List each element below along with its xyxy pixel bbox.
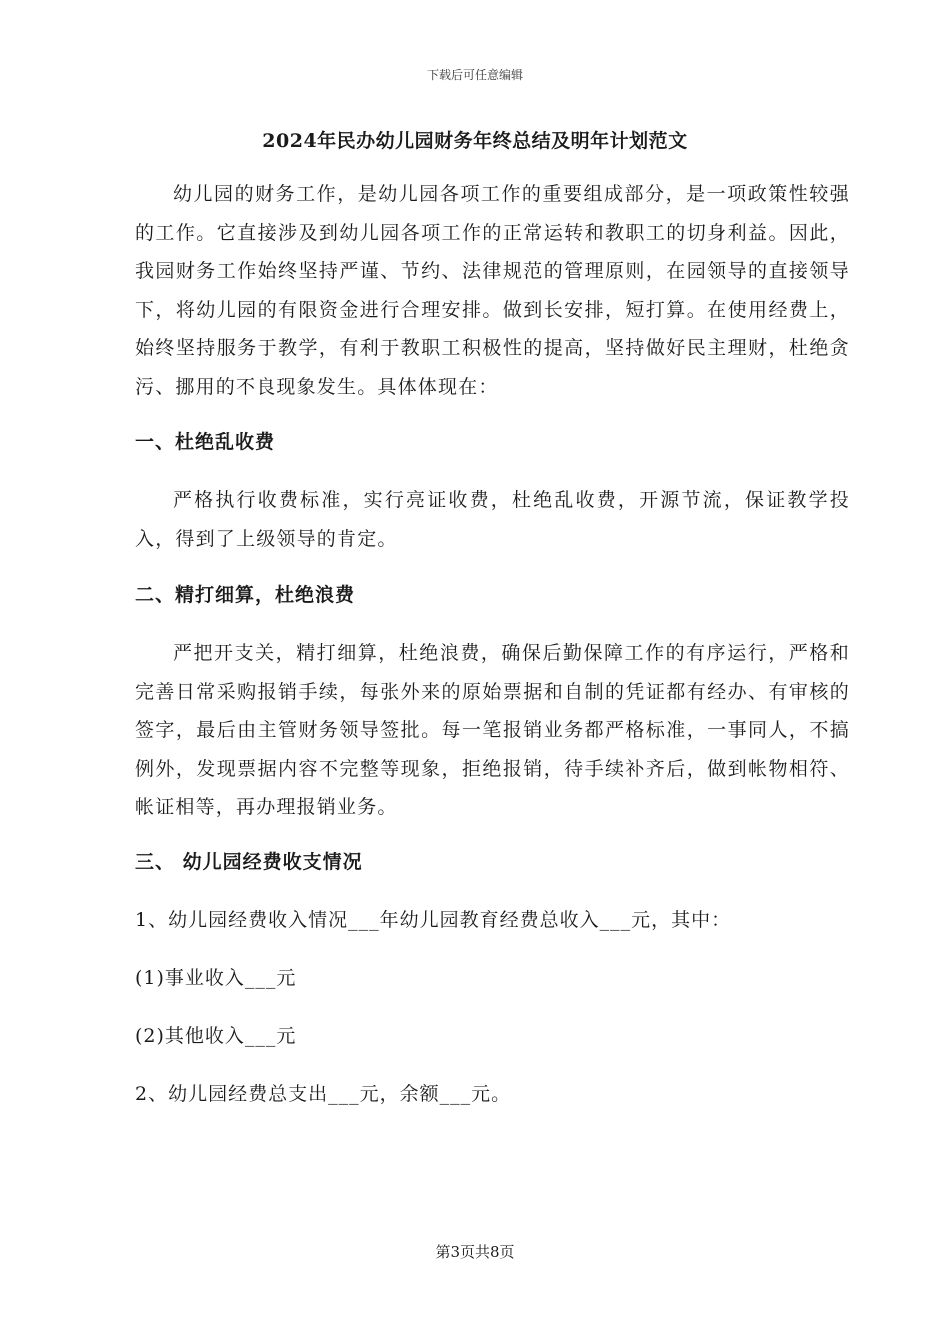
section-heading-2: 二、精打细算，杜绝浪费: [135, 584, 356, 606]
other-income-item: (2)其他收入___元: [135, 1025, 297, 1047]
section-body-1: 严格执行收费标准，实行亮证收费，杜绝乱收费，开源节流，保证教学投入，得到了上级领导的肯定。: [135, 489, 850, 550]
page-footer: 第3页共8页: [435, 1243, 515, 1261]
section-heading-1: 一、杜绝乱收费: [135, 431, 276, 453]
income-item: 1、幼儿园经费收入情况___年幼儿园教育经费总收入___元，其中：: [135, 909, 732, 931]
expenditure-item: 2、幼儿园经费总支出___元，余额___元。: [135, 1083, 512, 1105]
document-title: 2024年民办幼儿园财务年终总结及明年计划范文: [262, 130, 688, 152]
section-heading-3: 三、 幼儿园经费收支情况: [135, 851, 363, 873]
header-note: 下载后可任意编辑: [426, 68, 523, 82]
business-income-item: (1)事业收入___元: [135, 967, 297, 989]
intro-paragraph: 幼儿园的财务工作，是幼儿园各项工作的重要组成部分，是一项政策性较强的工作。它直接涉及到幼儿园各项工作的正常运转和教职工的切身利益。因此，我园财务工作始终坚持严谨、节约、法律规范的管理原则，在园领导的直接领导下，将幼儿园的有限资金进行合理安排。做到长安排，短打算。在使用经费上，始终坚持服务于教学，有利于教职工积极性的提高，坚持做好民主理财，杜绝贪污、挪用的不良现象发生。具体体现在：: [135, 183, 850, 398]
section-body-2: 严把开支关，精打细算，杜绝浪费，确保后勤保障工作的有序运行，严格和完善日常采购报销手续，每张外来的原始票据和自制的凭证都有经办、有审核的签字，最后由主管财务领导签批。每一笔报销业务都严格标准，一事同人，不搞例外，发现票据内容不完整等现象，拒绝报销，待手续补齐后，做到帐物相符、帐证相等，再办理报销业务。: [135, 642, 850, 818]
